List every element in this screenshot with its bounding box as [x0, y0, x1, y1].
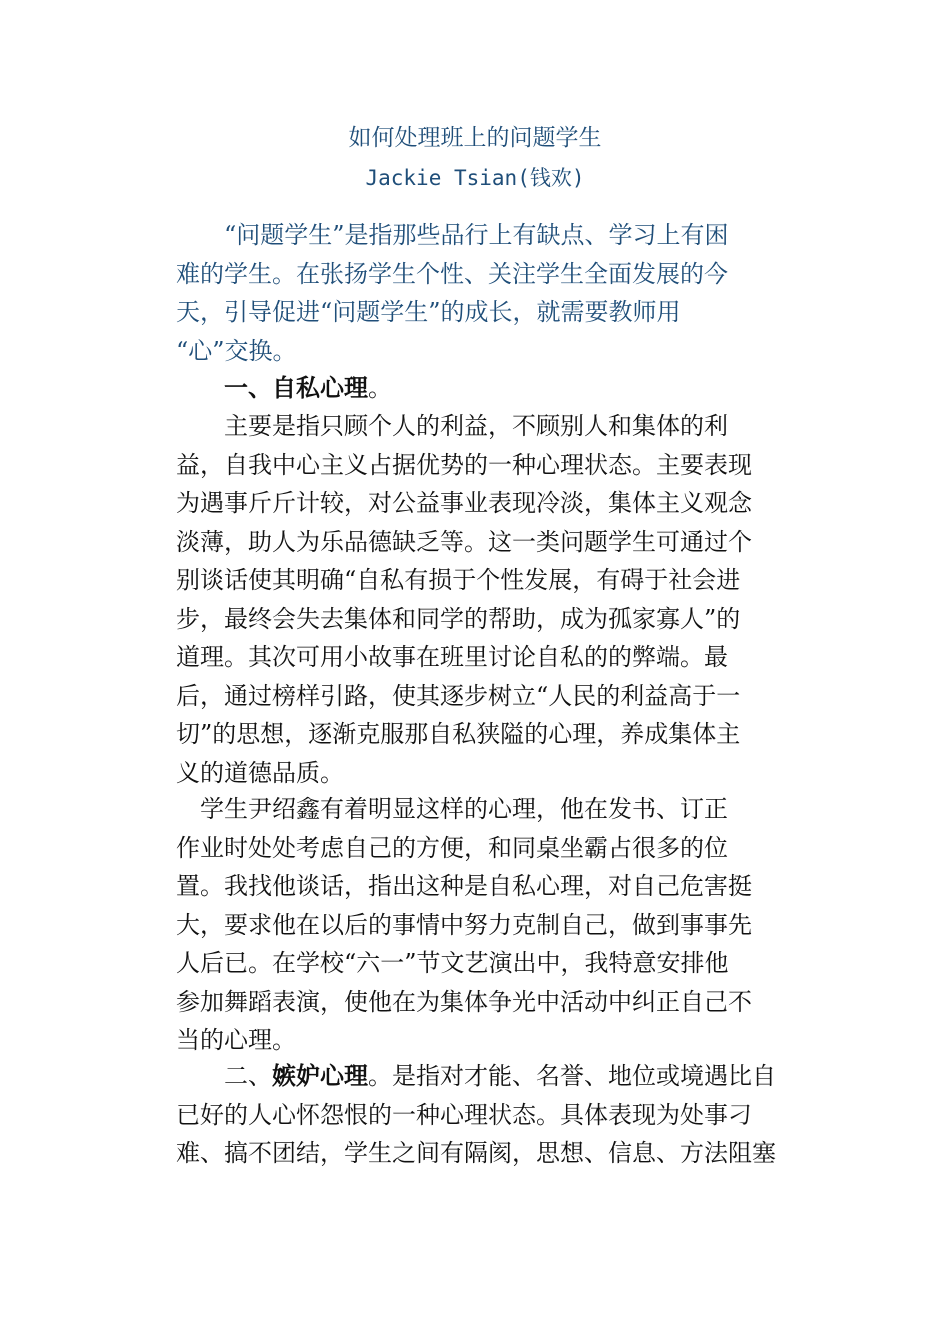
paragraph-line: 作业时处处考虑自己的方便，和同桌坐霸占很多的位	[176, 833, 728, 862]
paragraph-line: 参加舞蹈表演，使他在为集体争光中活动中纠正自己不	[176, 987, 752, 1016]
paragraph-line: 大，要求他在以后的事情中努力克制自己，做到事事先	[176, 910, 752, 939]
intro-line: 天，引导促进“问题学生”的成长，就需要教师用	[176, 298, 681, 326]
intro-line: “问题学生”是指那些品行上有缺点、学习上有困	[176, 221, 729, 249]
paragraph-line: 道理。其次可用小故事在班里讨论自私的的弊端。最	[176, 643, 728, 671]
paragraph-line: 义的道德品质。	[176, 758, 344, 787]
section2-paragraph	[176, 1057, 780, 1173]
paragraph-line: 为遇事斤斤计较，对公益事业表现冷淡，集体主义观念	[176, 489, 752, 517]
paragraph-line: 步，最终会失去集体和同学的帮助，成为孤家寡人”的	[176, 604, 741, 633]
paragraph-line: 当的心理。	[176, 1026, 296, 1054]
paragraph-line: 主要是指只顾个人的利益，不顾别人和集体的利	[176, 412, 728, 440]
paragraph-line: 别谈话使其明确“自私有损于个性发展，有碍于社会进	[176, 566, 741, 594]
section1-heading-period: 。	[368, 374, 392, 402]
document-title: 如何处理班上的问题学生	[348, 125, 602, 151]
intro-paragraph	[176, 216, 780, 370]
section1-heading-number: 一、	[176, 373, 272, 402]
section1-paragraph-1	[176, 407, 780, 792]
document-author: Jackie Tsian(钱欢)	[365, 166, 585, 190]
paragraph-line: 难、搞不团结，学生之间有隔阂，思想、信息、方法阻塞	[176, 1139, 776, 1167]
section2-line-rest: 。是指对才能、名誉、地位或境遇比自	[368, 1062, 776, 1090]
intro-line: 难的学生。在张扬学生个性、关注学生全面发展的今	[176, 259, 728, 288]
paragraph-line: 切”的思想，逐渐克服那自私狭隘的心理，养成集体主	[176, 720, 741, 748]
intro-line: “心”交换。	[176, 336, 297, 365]
paragraph-line: 淡薄，助人为乐品德缺乏等。这一类问题学生可通过个	[176, 527, 752, 556]
paragraph-line: 已好的人心怀怨恨的一种心理状态。具体表现为处事刁	[176, 1100, 752, 1129]
section1-heading-title: 自私心理	[272, 373, 368, 402]
paragraph-line: 学生尹绍鑫有着明显这样的心理，他在发书、订正	[176, 795, 728, 823]
section1-paragraph-2	[176, 790, 780, 1060]
paragraph-line: 后，通过榜样引路，使其逐步树立“人民的利益高于一	[176, 681, 741, 710]
section2-heading-number: 二、	[176, 1062, 272, 1090]
section2-heading-title: 嫉妒心理	[272, 1061, 368, 1090]
paragraph-line: 人后已。在学校“六一”节文艺演出中，我特意安排他	[176, 949, 729, 977]
paragraph-line: 益，自我中心主义占据优势的一种心理状态。主要表现	[176, 450, 752, 479]
section1-heading	[176, 369, 780, 408]
paragraph-line: 置。我找他谈话，指出这种是自私心理，对自己危害挺	[176, 872, 752, 900]
